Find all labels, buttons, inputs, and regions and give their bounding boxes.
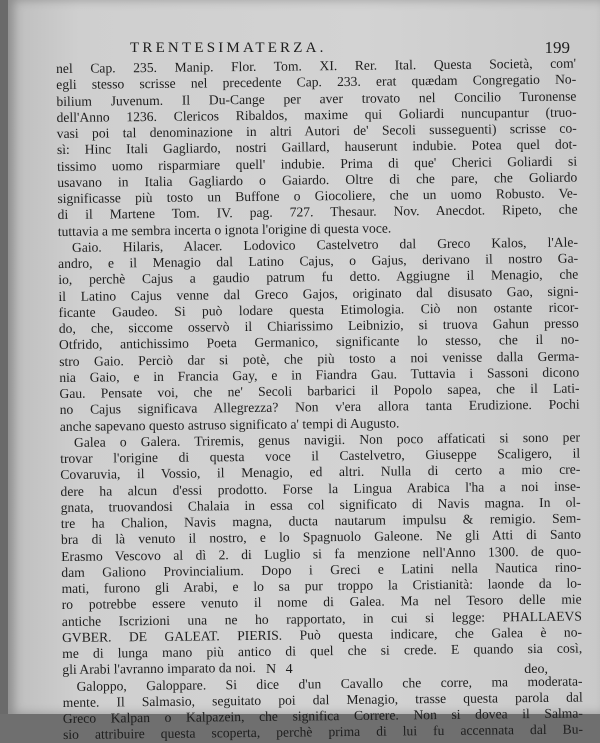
text-line: egli stesso scrisse nel precedente Cap. 233. erat quædam Congregatio No-	[56, 71, 577, 93]
text-line: anche sapevano questo astruso significato a' tempi di Augusto.	[59, 414, 400, 434]
text-line: nel Cap. 235. Manip. Flor. Tom. XI. Rer. Ital. Questa Società, com'	[56, 55, 577, 76]
text-line: di il Martene Tom. IV. pag. 727. Thesaur. Nov. Anecdot. Ripeto, che	[57, 201, 578, 223]
text-line: Galoppo, Galoppare. Si dice d'un Cavallo che corre, ma moderata-	[76, 673, 583, 694]
text-line: io, perchè Cajus a gaudio patrum fu detto. Aggiugne il Menagio, che	[58, 266, 579, 288]
signature-mark: N 4	[266, 662, 296, 677]
text-line: mati, furono gli Arabi, e lo sa pur troppo la Cristianità: laonde da lo-	[61, 575, 582, 596]
text-line: mente. Il Salmasio, seguitato poi dal Menagio, trasse questa parola dal	[62, 689, 583, 710]
text-line: Greco Kalpan o Kalpazein, che significa Correre. Non si dovea il Salma-	[62, 705, 583, 726]
text-line: gnata, truovandosi Chalaia in essa col significato di Navis magna. In ol-	[60, 494, 581, 515]
text-line: stro Gaio. Perciò dar si potè, che più tosto a noi venisse dalla Germa-	[59, 348, 580, 369]
text-line: Covaruvia, il Vossio, il Menagio, ed altri. Nulla di certo a mio cre-	[60, 461, 581, 483]
text-line: il Latino Cajus venne dal Greco Gajos, originato dal disusato Gao, signi-	[58, 283, 579, 304]
text-line: ro potrebbe essere venuto il nome di Galea. Ma nel Tesoro delle mie	[61, 591, 582, 613]
text-line: nia Gaio, e in Francia Gay, e in Fiandra Gau. Tuttavia i Sassoni dicono	[59, 364, 580, 385]
text-line: dere ha alcun d'essi prodotto. Forse la Lingua Arabica l'ha a noi inse-	[60, 478, 581, 499]
text-line: no Cajus significava Allegrezza? Non v'era allora tanta Erudizione. Pochi	[59, 396, 580, 418]
text-line: sio attribuire questa scoperta, perchè prima di lui fu accennata dal Bu-	[62, 721, 584, 743]
page-footer	[8, 660, 600, 682]
text-line: significasse più tosto un Buffone o Giocoliere, che un uomo Robusto. Ve-	[57, 185, 578, 206]
text-line: bilium Juvenum. Il Du-Cange per aver trovato nel Concilio Turonense	[56, 88, 577, 109]
text-line: tre ha Chalion, Navis magna, ducta nautarum impulsu & remigio. Sem-	[60, 510, 581, 531]
body-text	[56, 56, 583, 743]
text-line: Gaio. Hilaris, Alacer. Lodovico Castelvetro dal Greco Kalos, l'Ale-	[71, 234, 579, 255]
text-line: Otfrido, antichissimo Poeta Germanico, significante lo stesso, che il no-	[58, 331, 580, 353]
text-line: vasi poi tal denominazione in altri Autori de' Secoli susseguenti) scrisse co-	[56, 120, 577, 141]
book-page	[8, 0, 600, 743]
text-line: me di lunga mano più antico di quel che si crede. E quando sia così,	[62, 640, 583, 661]
text-line: sì: Hinc Itali Gagliardo, nostri Gaillard, hauserunt indubie. Potea quel dot-	[56, 136, 577, 158]
text-line: tuttavia a me sembra incerta o ignota l'origine di questa voce.	[57, 219, 392, 239]
text-line: usavano in Italia Gagliardo o Gaiardo. Oltre di che pare, che Goliardo	[57, 169, 578, 190]
text-line: gli Arabi l'avranno imparato da noi.	[62, 660, 256, 678]
text-line: do, che, siccome osservò il Chiarissimo Leibnizio, si truova Gahun presso	[58, 315, 579, 336]
page-number: 199	[544, 38, 570, 57]
text-line: antiche Iscrizioni una ne ho rapportato, in cui si legge: PHALLAEVS	[61, 608, 582, 629]
text-line: trovar l'origine di questa voce il Castelvetro, Giuseppe Scaligero, il	[60, 445, 581, 466]
text-line: GVBER. DE GALEAT. PIERIS. Può questa indicare, che Galea è no-	[61, 624, 583, 645]
text-line: Gau. Pensate voi, che ne' Secoli barbarici il Popolo sapea, che il Lati-	[59, 380, 580, 401]
text-line: andro, e il Menagio dal Latino Cajus, o Gajus, derivano il nostro Ga-	[58, 250, 579, 271]
running-title: TRENTESIMATERZA.	[130, 40, 327, 56]
text-line: dell'Anno 1236. Clericos Ribaldos, maxime qui Goliardi nuncupantur (truo-	[56, 104, 577, 125]
text-line: ficante Gaudeo. Si può lodare questa Etimologia. Ciò non ostante ricor-	[58, 299, 579, 320]
text-line: Erasmo Vescovo al dì 2. di Luglio si fa menzione nell'Anno 1300. de quo-	[61, 543, 582, 564]
text-line: dam Galiono Provincialium. Dopo i Greci e Latini nella Nautica rino-	[61, 559, 582, 580]
text-line: tissimo uomo risparmiare quell' indubie. Prima di que' Cherici Goliardi si	[57, 153, 578, 174]
text-line: bra di là venuto il nostro, e lo Spagnuolo Galeone. Ne gli Atti di Santo	[60, 526, 582, 548]
catchword: deo,	[524, 662, 548, 677]
text-line: Galea o Galera. Triremis, genus navigii. Non poco affaticati si sono per	[73, 429, 581, 450]
